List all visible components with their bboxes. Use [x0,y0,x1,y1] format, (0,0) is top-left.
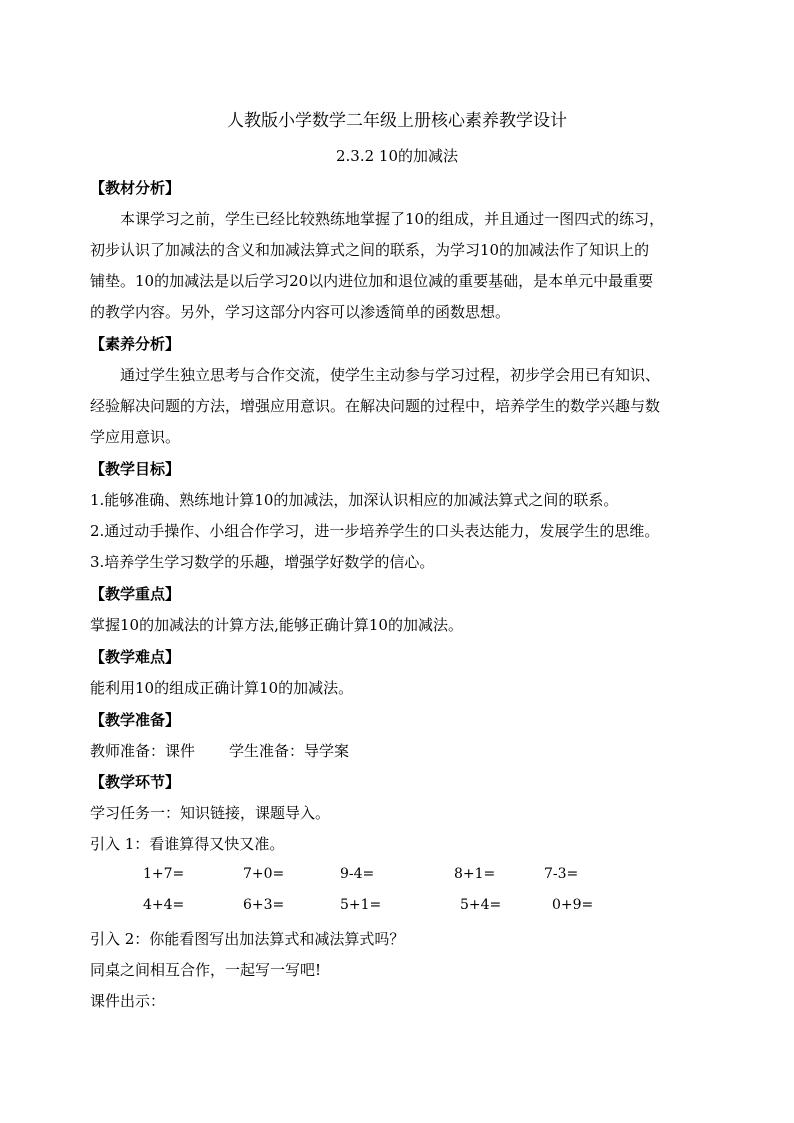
pair-work: 同桌之间相互合作，一起写一写吧! [90,961,322,979]
exercise: 7-3= [544,866,579,882]
goal-item: 3.培养学生学习数学的乐趣，增强学好数学的信心。 [90,553,435,571]
section-heading-literacy: 【素养分析】 [90,335,181,353]
goal-item: 1.能够准确、熟练地计算10的加减法，加深认识相应的加减法算式之间的联系。 [90,491,619,509]
page-title: 人教版小学数学二年级上册核心素养教学设计 [227,111,567,131]
exercise: 1+7= [143,866,185,882]
exercise: 7+0= [243,866,285,882]
paragraph-line: 初步认识了加减法的含义和加减法算式之间的联系，为学习10的加减法作了知识上的 [90,241,650,259]
exercise: 5+4= [460,897,502,913]
exercise: 9-4= [340,866,375,882]
exercise: 4+4= [143,897,185,913]
task-one: 学习任务一：知识链接，课题导入。 [90,804,331,822]
paragraph-line: 掌握10的加减法的计算方法,能够正确计算10的加减法。 [90,616,463,634]
section-heading-prep: 【教学准备】 [90,711,181,729]
paragraph-line: 经验解决问题的方法，增强应用意识。在解决问题的过程中，培养学生的数学兴趣与数 [90,397,661,415]
paragraph-line: 铺垫。10的加减法是以后学习20以内进位加和退位减的重要基础，是本单元中最重要 [90,272,654,290]
section-heading-key: 【教学重点】 [90,585,181,603]
section-heading-textbook: 【教材分析】 [90,179,181,197]
paragraph-line: 本课学习之前，学生已经比较熟练地掌握了10的组成，并且通过一图四式的练习， [120,210,665,228]
student-prep: 学生准备：导学案 [229,742,350,760]
paragraph-line: 能利用10的组成正确计算10的加减法。 [90,679,354,697]
section-heading-process: 【教学环节】 [90,773,181,791]
goal-item: 2.通过动手操作、小组合作学习，进一步培养学生的口头表达能力，发展学生的思维。 [90,522,660,540]
paragraph-line: 的教学内容。另外，学习这部分内容可以渗透简单的函数思想。 [90,303,511,321]
section-heading-goals: 【教学目标】 [90,460,181,478]
slide-display: 课件出示： [90,992,166,1010]
paragraph-line: 通过学生独立思考与合作交流，使学生主动参与学习过程，初步学会用已有知识、 [120,366,661,384]
exercise: 5+1= [340,897,382,913]
section-heading-difficulty: 【教学难点】 [90,648,181,666]
teacher-prep: 教师准备：课件 [90,742,196,760]
prep-line [90,740,710,761]
lesson-subtitle: 2.3.2 10的加减法 [335,147,459,165]
exercise: 8+1= [454,866,496,882]
intro-two: 引入 2：你能看图写出加法算式和减法算式吗？ [90,930,405,948]
paragraph-line: 学应用意识。 [90,428,181,446]
intro-one: 引入 1：看谁算得又快又准。 [90,835,285,853]
exercise: 6+3= [243,897,285,913]
exercise: 0+9= [552,897,594,913]
